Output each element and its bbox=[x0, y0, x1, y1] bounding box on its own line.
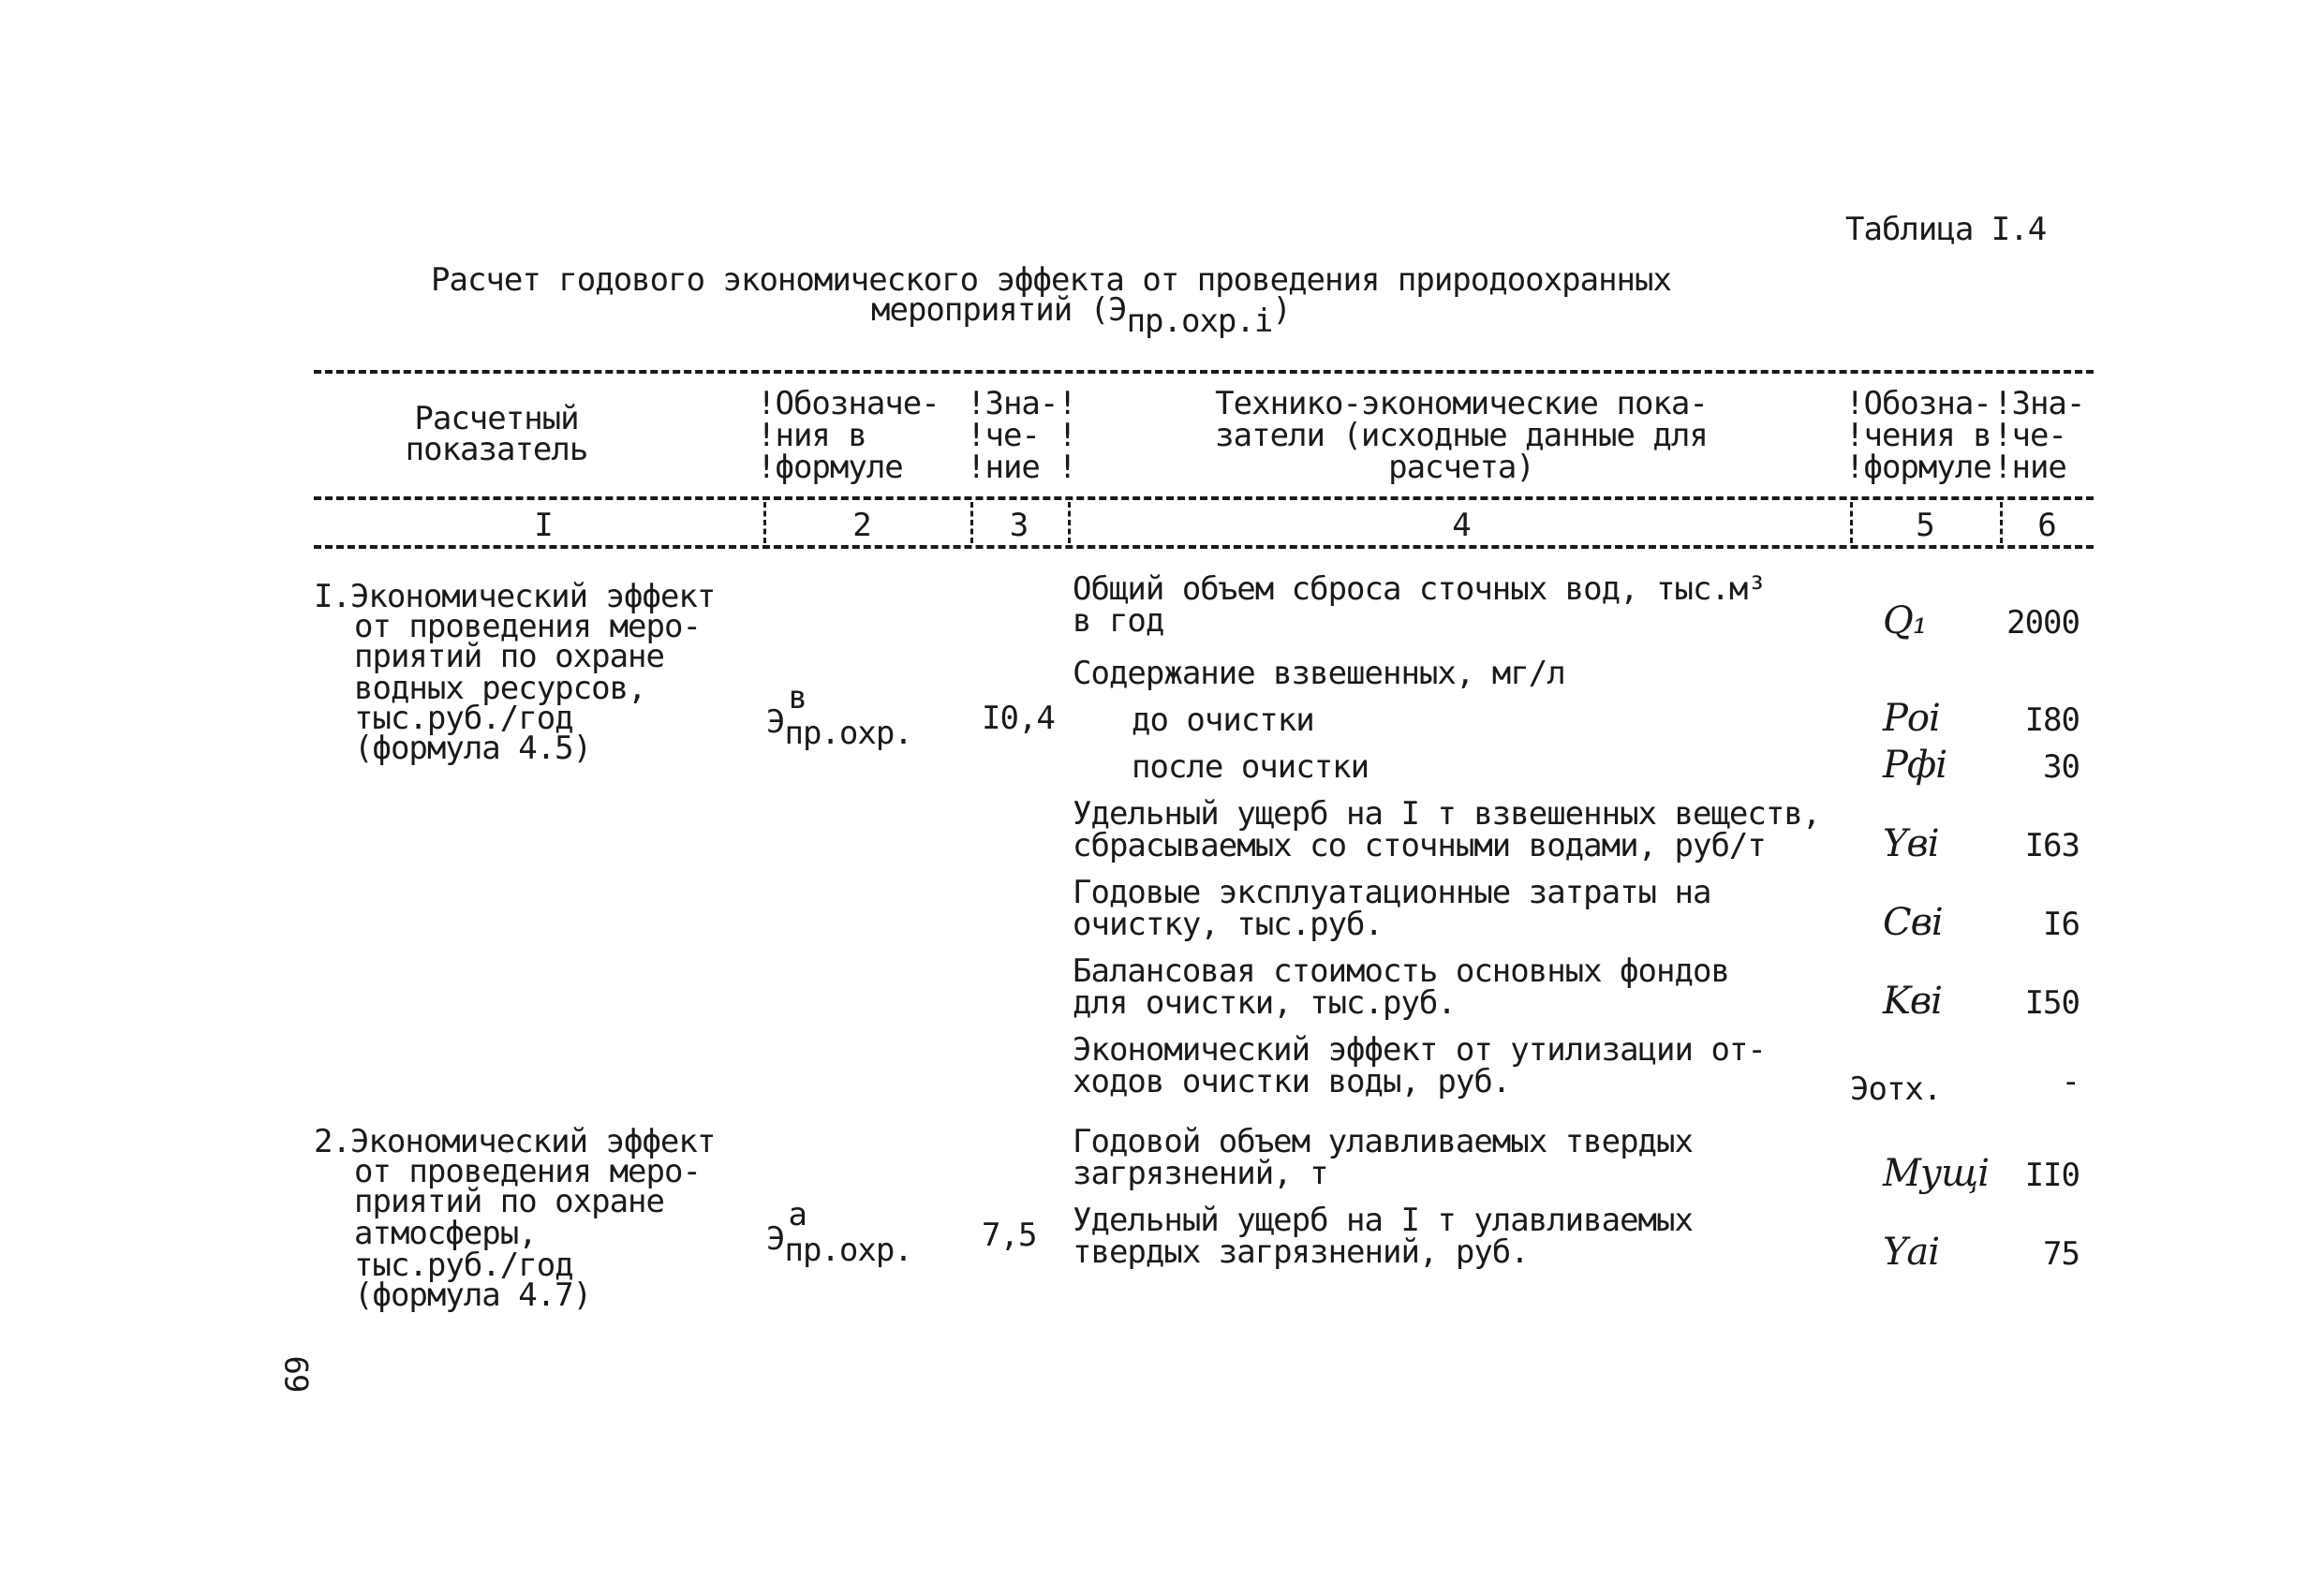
s1-row3-symbol: Pоi bbox=[1883, 697, 1940, 740]
s2-row1-text2: загрязнений, т bbox=[1073, 1155, 1328, 1192]
header-col4-line3: расчета) bbox=[1388, 449, 1534, 486]
s1-row7-value: I50 bbox=[2024, 984, 2080, 1022]
col-sep-2 bbox=[970, 502, 973, 543]
header-col6-line2: !че- bbox=[1993, 417, 2066, 454]
header-col3-line2: !че- ! bbox=[967, 417, 1076, 454]
title-line2-close: ) bbox=[1272, 291, 1291, 329]
header-col5-line2: !чения в bbox=[1845, 417, 1991, 454]
col-sep-1 bbox=[763, 502, 766, 543]
col-sep-5 bbox=[2000, 502, 2003, 543]
s1-row6-value: I6 bbox=[2043, 906, 2080, 943]
col-number-6: 6 bbox=[2037, 507, 2056, 544]
section1-symbol-base: Э bbox=[766, 703, 785, 741]
section2-formula-symbol bbox=[766, 1196, 943, 1269]
header-col1-line1: Расчетный bbox=[414, 400, 579, 437]
section1-value: I0,4 bbox=[982, 700, 1055, 737]
col-sep-4 bbox=[1850, 502, 1853, 543]
header-col6-line1: !Зна- bbox=[1993, 385, 2085, 422]
section1-indicator-line: I.Экономический эффект bbox=[314, 578, 716, 615]
col-number-4: 4 bbox=[1452, 507, 1471, 544]
header-col2-line2: !ния в bbox=[757, 417, 866, 454]
header-col4-line1: Технико-экономические пока- bbox=[1215, 385, 1708, 422]
s1-row4-text: после очистки bbox=[1132, 748, 1369, 786]
col-number-3: 3 bbox=[1009, 507, 1029, 544]
s2-row2-text: Удельный ущерб на I т улавливаемых bbox=[1073, 1202, 1693, 1239]
section1-formula-symbol bbox=[766, 679, 943, 752]
section1-indicator-line: (формула 4.5) bbox=[354, 730, 592, 767]
section2-indicator-line: тыс.руб./год bbox=[354, 1247, 573, 1284]
s2-row2-symbol: Yаi bbox=[1883, 1231, 1940, 1274]
section2-symbol-sub: пр.охр. bbox=[784, 1232, 912, 1269]
section2-symbol-base: Э bbox=[766, 1220, 785, 1258]
section1-indicator-line: тыс.руб./год bbox=[354, 700, 573, 737]
section1-indicator-line: от проведения меро- bbox=[354, 608, 701, 645]
header-col3-line3: !ние ! bbox=[967, 449, 1076, 486]
title-line2-text: мероприятий (Э bbox=[871, 291, 1127, 329]
col-number-5: 5 bbox=[1916, 507, 1934, 544]
s1-row5-value: I63 bbox=[2024, 827, 2080, 864]
s1-row7-text2: для очистки, тыс.руб. bbox=[1073, 984, 1456, 1022]
section1-symbol-sub: пр.охр. bbox=[784, 715, 912, 752]
col-number-2: 2 bbox=[852, 507, 871, 544]
s1-row6-text2: очистку, тыс.руб. bbox=[1073, 906, 1383, 943]
header-col1-line2: показатель bbox=[405, 431, 588, 468]
section1-indicator-line: водных ресурсов, bbox=[354, 670, 646, 707]
section2-indicator-line: (формула 4.7) bbox=[354, 1277, 592, 1314]
s1-row6-text: Годовые эксплуатационные затраты на bbox=[1073, 874, 1711, 911]
section2-indicator-line: атмосферы, bbox=[354, 1215, 537, 1252]
s1-row4-symbol: Pфi bbox=[1883, 744, 1947, 787]
s1-row3-text: до очистки bbox=[1132, 701, 1314, 739]
header-col2-line3: !формуле bbox=[757, 449, 903, 486]
header-col2-line1: !Обозначе- bbox=[757, 385, 940, 422]
section2-symbol-sup: а bbox=[788, 1196, 807, 1233]
s1-row3-value: I80 bbox=[2024, 701, 2080, 739]
s2-row1-text: Годовой объем улавливаемых твердых bbox=[1073, 1123, 1693, 1160]
s2-row1-symbol: Mущi bbox=[1883, 1152, 1989, 1195]
section2-indicator-line: 2.Экономический эффект bbox=[314, 1123, 716, 1160]
s1-row7-symbol: Kвi bbox=[1883, 980, 1942, 1023]
section2-value: 7,5 bbox=[982, 1217, 1037, 1254]
table-label: Таблица I.4 bbox=[1845, 211, 2047, 248]
s1-row5-text: Удельный ущерб на I т взвешенных веществ, bbox=[1073, 795, 1821, 833]
section2-indicator-line: приятий по охране bbox=[354, 1183, 664, 1220]
s2-row2-text2: твердых загрязнений, руб. bbox=[1073, 1233, 1529, 1271]
col-number-1: I bbox=[534, 507, 553, 544]
header-col3-line1: !Зна-! bbox=[967, 385, 1076, 422]
s1-row7-text: Балансовая стоимость основных фондов bbox=[1073, 952, 1729, 990]
section2-indicator-line: от проведения меро- bbox=[354, 1153, 701, 1190]
s1-row8-value: - bbox=[2061, 1063, 2080, 1100]
s2-row2-value: 75 bbox=[2043, 1235, 2080, 1273]
header-bottom-rule bbox=[314, 545, 2094, 549]
s1-row2-text: Содержание взвешенных, мг/л bbox=[1073, 655, 1565, 692]
s1-row6-symbol: Cвi bbox=[1883, 901, 1943, 944]
header-col5-line1: !Обозна- bbox=[1845, 385, 1991, 422]
header-col5-line3: !формуле bbox=[1845, 449, 1991, 486]
s1-row5-text2: сбрасываемых со сточными водами, руб/т bbox=[1073, 827, 1766, 864]
table-title-line2 bbox=[871, 291, 1291, 340]
header-top-rule bbox=[314, 370, 2094, 374]
table-title-line1: Расчет годового экономического эффекта от проведения природоохранных bbox=[431, 261, 1671, 299]
header-col6-line3: !ние bbox=[1993, 449, 2066, 486]
s1-row8-symbol: Эотх. bbox=[1850, 1070, 1942, 1108]
section1-symbol-sup: в bbox=[788, 679, 807, 716]
s1-row8-text2: ходов очистки воды, руб. bbox=[1073, 1063, 1511, 1100]
section1-indicator-line: приятий по охране bbox=[354, 638, 664, 675]
title-line2-sub: пр.охр.i bbox=[1126, 303, 1273, 340]
s1-row1-text: Общий объем сброса сточных вод, тыс.м³ bbox=[1073, 570, 1766, 608]
s1-row1-symbol: Q₁ bbox=[1883, 599, 1927, 642]
page-number: 69 bbox=[276, 1355, 315, 1393]
s2-row1-value: II0 bbox=[2024, 1157, 2080, 1194]
s1-row1-text2: в год bbox=[1073, 602, 1164, 640]
s1-row4-value: 30 bbox=[2043, 748, 2080, 786]
s1-row8-text: Экономический эффект от утилизации от- bbox=[1073, 1031, 1766, 1069]
col-sep-3 bbox=[1068, 502, 1071, 543]
s1-row5-symbol: Yвi bbox=[1883, 822, 1939, 865]
header-col4-line2: затели (исходные данные для bbox=[1215, 417, 1708, 454]
header-mid-rule bbox=[314, 496, 2094, 500]
s1-row1-value: 2000 bbox=[2006, 604, 2080, 642]
